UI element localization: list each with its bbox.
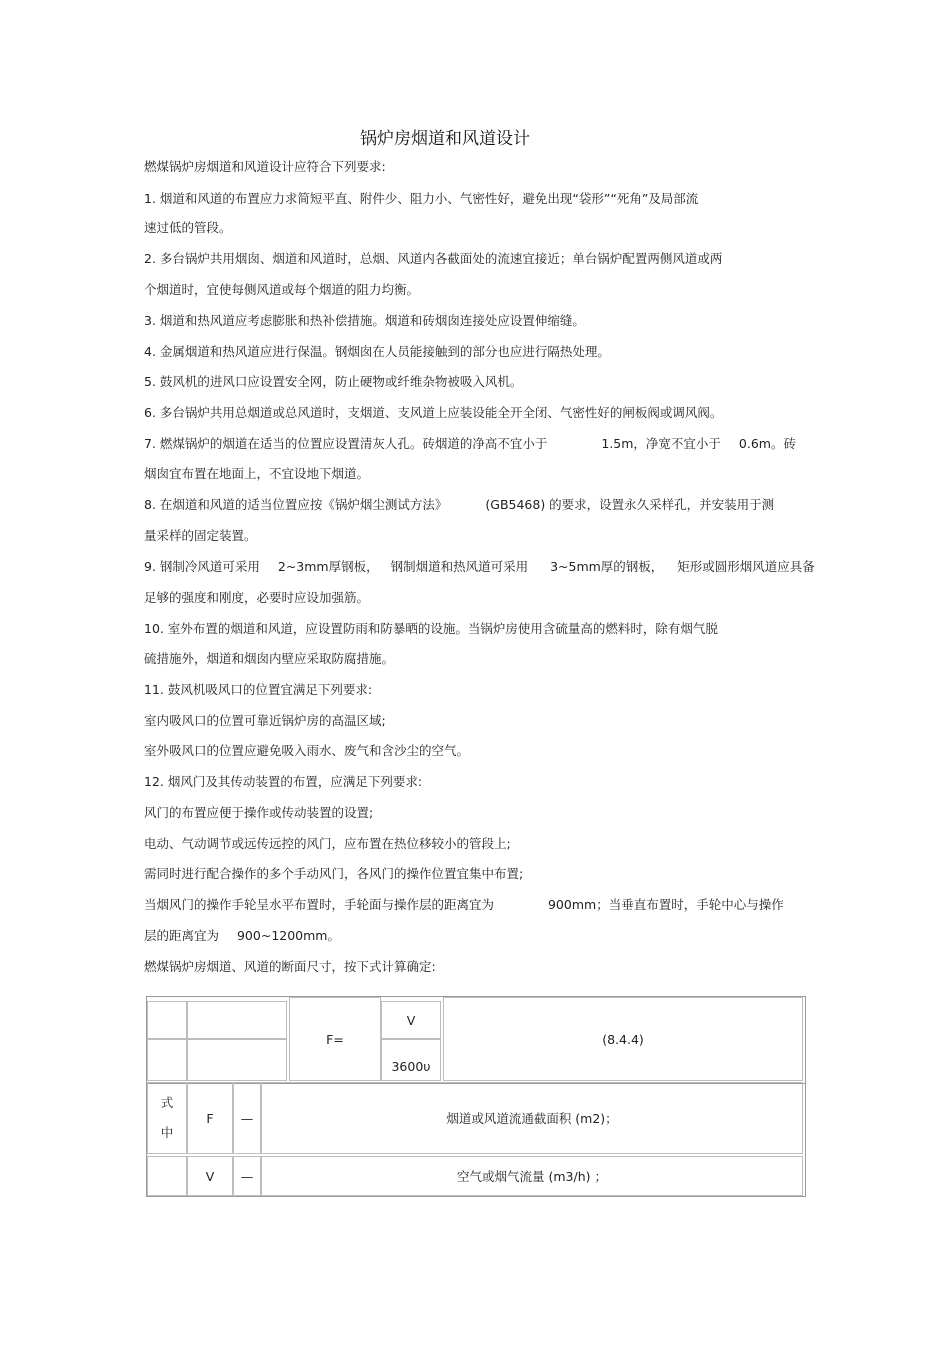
item-8-part-b: (GB5468) 的要求，设置永久采样孔，并安装用于测 — [485, 497, 775, 512]
item-4: 4. 金属烟道和热风道应进行保温。钢烟囱在人员能接触到的部分也应进行隔热处理。 — [144, 344, 610, 359]
item-9-part-b: 2~3mm厚钢板， — [277, 559, 379, 574]
item-1-line-1: 1. 烟道和风道的布置应力求简短平直、附件少、阻力小、气密性好，避免出现“袋形”“死角”及局部流 — [144, 191, 699, 206]
legend-label-zhong: 中 — [160, 1125, 174, 1140]
item-9-part-a: 9. 钢制冷风道可采用 — [144, 559, 260, 574]
formula-lhs: F= — [289, 997, 381, 1081]
legend-desc-v: 空气或烟气流量 (m3/h) ； — [261, 1156, 803, 1196]
legend-label-shi: 式 — [160, 1095, 174, 1110]
item-11-a: 室内吸风口的位置可靠近锅炉房的高温区域; — [144, 713, 386, 728]
blank-cell — [187, 1039, 287, 1081]
item-1-line-2: 速过低的管段。 — [144, 220, 232, 235]
item-5: 5. 鼓风机的进风口应设置安全网，防止硬物或纤维杂物被吸入风机。 — [144, 374, 523, 389]
formula-intro: 燃煤锅炉房烟道、风道的断面尺寸，按下式计算确定: — [144, 959, 436, 974]
item-10-line-1: 10. 室外布置的烟道和风道，应设置防雨和防暴晒的设施。当锅炉房使用含硫量高的燃料时，除有烟气脱 — [144, 621, 718, 636]
item-6: 6. 多台锅炉共用总烟道或总风道时，支烟道、支风道上应装设能全开全闭、气密性好的闸板阀或调风阀。 — [144, 405, 723, 420]
item-7-part-b: 1.5m，净宽不宜小于 — [601, 436, 721, 451]
item-12-a: 风门的布置应便于操作或传动装置的设置; — [144, 805, 374, 820]
item-12-e — [144, 928, 340, 944]
item-2-line-1: 2. 多台锅炉共用烟囱、烟道和风道时，总烟、风道内各截面处的流速宜接近；单台锅炉配置两侧风道或两 — [144, 251, 723, 266]
blank-cell — [187, 1001, 287, 1039]
item-12-d-part-1: 当烟风门的操作手轮呈水平布置时，手轮面与操作层的距离宜为 — [144, 897, 495, 912]
item-9-line-1 — [144, 559, 815, 575]
item-2-line-2: 个烟道时，宜使每侧风道或每个烟道的阻力均衡。 — [144, 282, 420, 297]
item-9-line-2: 足够的强度和刚度，必要时应设加强筋。 — [144, 590, 370, 605]
item-12-e-part-2: 900~1200mm。 — [236, 928, 340, 943]
legend-dash-2: — — [233, 1156, 261, 1196]
item-12-c: 需同时进行配合操作的多个手动风门，各风门的操作位置宜集中布置; — [144, 866, 524, 881]
item-9-part-c: 钢制烟道和热风道可采用 — [390, 559, 529, 574]
intro-text: 燃煤锅炉房烟道和风道设计应符合下列要求: — [144, 159, 386, 174]
legend-desc-f: 烟道或风道流通截面积 (m2)； — [261, 1082, 803, 1154]
blank-cell — [147, 1039, 187, 1081]
legend-symbol-v: V — [187, 1156, 233, 1196]
blank-cell — [147, 1001, 187, 1039]
item-3: 3. 烟道和热风道应考虑膨胀和热补偿措施。烟道和砖烟囱连接处应设置伸缩缝。 — [144, 313, 585, 328]
page-title: 锅炉房烟道和风道设计 — [360, 129, 530, 149]
item-7-line-1 — [144, 436, 796, 452]
item-12: 12. 烟风门及其传动装置的布置，应满足下列要求: — [144, 774, 423, 789]
item-12-e-part-1: 层的距离宜为 — [144, 928, 220, 943]
item-9-part-e: 矩形或圆形烟风道应具备 — [677, 559, 815, 574]
legend-dash-1: — — [233, 1082, 261, 1154]
formula-table — [146, 996, 806, 1084]
item-12-d-part-2: 900mm；当垂直布置时，手轮中心与操作 — [547, 897, 784, 912]
item-11-b: 室外吸风口的位置应避免吸入雨水、废气和含沙尘的空气。 — [144, 743, 470, 758]
item-9-part-d: 3~5mm厚的钢板， — [550, 559, 664, 574]
legend-label-cell — [147, 1082, 187, 1154]
item-8-part-a: 8. 在烟道和风道的适当位置应按《锅炉烟尘测试方法》 — [144, 497, 448, 512]
legend-symbol-f: F — [187, 1082, 233, 1154]
item-12-d — [144, 897, 784, 913]
item-8-line-1 — [144, 497, 774, 513]
formula-denominator: 3600υ — [381, 1039, 441, 1081]
item-7-part-c: 0.6m。砖 — [738, 436, 796, 451]
equation-number: (8.4.4) — [443, 997, 803, 1081]
blank-cell — [147, 1156, 187, 1196]
item-12-b: 电动、气动调节或远传远控的风门，应布置在热位移较小的管段上; — [144, 836, 511, 851]
item-8-line-2: 量采样的固定装置。 — [144, 528, 257, 543]
item-7-line-2: 烟囱宜布置在地面上，不宜设地下烟道。 — [144, 466, 370, 481]
item-11: 11. 鼓风机吸风口的位置宜满足下列要求: — [144, 682, 373, 697]
item-7-part-a: 7. 燃煤锅炉的烟道在适当的位置应设置清灰人孔。砖烟道的净高不宜小于 — [144, 436, 548, 451]
item-10-line-2: 硫措施外，烟道和烟囱内壁应采取防腐措施。 — [144, 651, 395, 666]
legend-table — [146, 1082, 806, 1197]
formula-numerator: V — [381, 1001, 441, 1039]
